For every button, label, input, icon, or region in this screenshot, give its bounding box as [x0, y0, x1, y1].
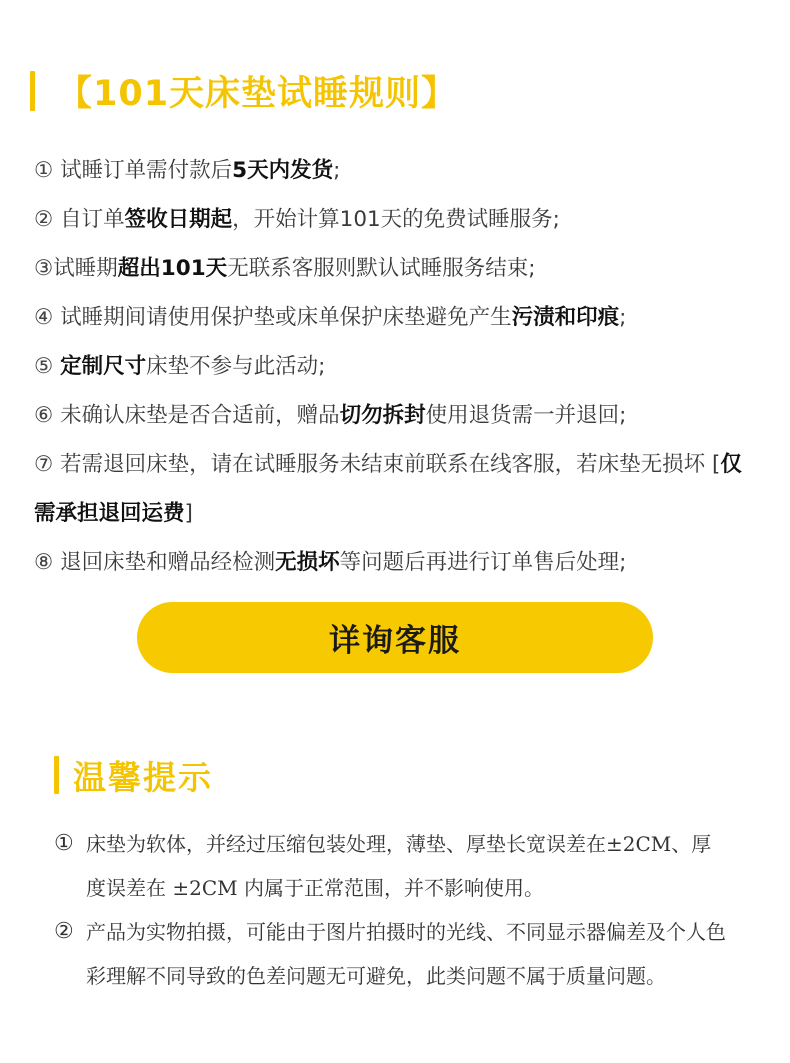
rule-text: 试睡期 [53, 256, 118, 281]
tip-item [54, 910, 744, 998]
tip-item [54, 822, 744, 910]
rule-text: 等问题后再进行订单售后处理; [339, 550, 627, 575]
rule-item [34, 293, 764, 342]
rule-text: 床垫不参与此活动; [146, 354, 326, 379]
rule-number: ① [34, 158, 54, 183]
rule-highlight: 仅需承担退回运费 [34, 452, 742, 526]
rule-item [34, 440, 746, 538]
rule-number: ② [34, 207, 54, 232]
tip-text: 产品为实物拍摄，可能由于图片拍摄时的光线、不同显示器偏差及个人色彩理解不同导致的色差问题无可避免，此类问题不属于质量问题。 [86, 920, 726, 988]
rule-item [34, 244, 764, 293]
rule-text: ，开始计算101天的免费试睡服务; [232, 207, 560, 232]
title-accent-bar [30, 71, 35, 111]
rule-highlight: 超出101天 [117, 256, 228, 281]
rule-text: 自订单 [53, 207, 125, 232]
rules-section-header [30, 68, 457, 114]
rule-text: ; [619, 305, 627, 330]
tips-list [54, 822, 744, 998]
rule-text: ; [333, 158, 341, 183]
rule-highlight: 污渍和印痕 [511, 305, 620, 330]
tips-section-header [54, 752, 213, 798]
rules-title: 【101天床垫试睡规则】 [57, 74, 458, 114]
rule-highlight: 5天内发货 [232, 158, 334, 183]
rule-text: ] [184, 501, 193, 526]
rule-text: 退回床垫和赠品经检测 [53, 550, 276, 575]
rule-highlight: 无损坏 [275, 550, 340, 575]
rule-highlight: 签收日期起 [124, 207, 233, 232]
rule-text: 试睡订单需付款后 [53, 158, 233, 183]
tip-text: 床垫为软体，并经过压缩包装处理，薄垫、厚垫长宽误差在±2CM、厚度误差在 ±2CM 内属于正常范围，并不影响使用。 [86, 832, 712, 900]
rule-item [34, 342, 764, 391]
rule-item [34, 146, 764, 195]
rule-item [34, 538, 764, 587]
rule-highlight: 定制尺寸 [60, 354, 147, 379]
tip-number: ② [54, 919, 74, 944]
contact-service-button[interactable]: 详询客服 [137, 602, 653, 673]
rule-text: 无联系客服则默认试睡服务结束; [227, 256, 536, 281]
rule-highlight: 切勿拆封 [339, 403, 426, 428]
rule-text: 若需退回床垫，请在试睡服务未结束前联系在线客服，若床垫无损坏 [ [53, 452, 721, 477]
tips-title: 温馨提示 [73, 757, 213, 797]
tip-number: ① [54, 831, 74, 856]
rule-number: ④ [34, 305, 54, 330]
rules-list [34, 146, 764, 587]
rule-number: ⑤ [34, 354, 54, 379]
rule-text: 使用退货需一并退回; [425, 403, 627, 428]
rule-text: 未确认床垫是否合适前，赠品 [53, 403, 340, 428]
rule-text: 试睡期间请使用保护垫或床单保护床垫避免产生 [53, 305, 512, 330]
rule-item [34, 195, 764, 244]
title-accent-bar [54, 756, 59, 794]
rule-number: ⑦ [34, 452, 54, 477]
rule-number: ⑧ [34, 550, 54, 575]
rule-number: ⑥ [34, 403, 54, 428]
rule-item [34, 391, 764, 440]
rule-number: ③ [34, 256, 54, 281]
